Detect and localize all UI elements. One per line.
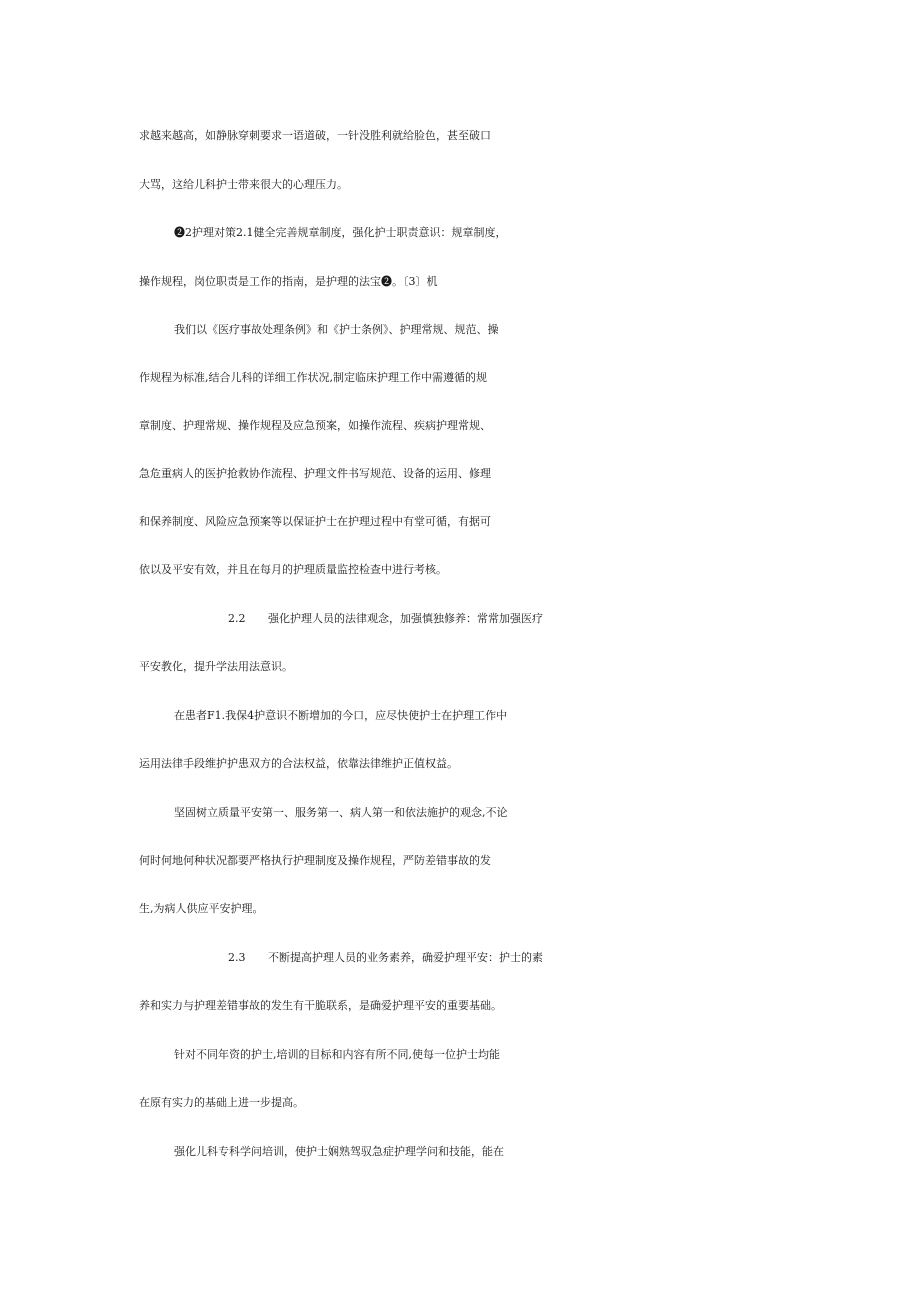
- section-number-2-3: 2.3: [228, 951, 246, 964]
- paragraph-3-line-1: 平安教化，提升学法用法意识。: [139, 660, 293, 673]
- paragraph-3-line-0: 强化护理人员的法律观念，加强慎独修养：常常加强医疗: [268, 612, 543, 625]
- paragraph-2-line-4: 和保养制度、风险应急预案等以保证护士在护理过程中有堂可循，有据可: [139, 515, 491, 528]
- section-number-2-2: 2.2: [228, 612, 246, 625]
- paragraph-5-line-1: 何时何地何种状况都要严格执行护理制度及操作规程，严防差错事故的发: [139, 854, 491, 867]
- paragraph-4-line-0: 在患者F1.我保4护意识不断增加的今口，应尽快使护士在护理工作中: [174, 709, 508, 722]
- paragraph-8-line-0: 强化儿科专科学问培训，使护士娴熟驾驭急症护理学问和技能，能在: [174, 1145, 504, 1158]
- paragraph-2-line-2: 章制度、护理常规、操作规程及应急预案，如操作流程、疾病护理常规、: [139, 419, 491, 432]
- section-2-3-heading-line: [0, 943, 920, 973]
- paragraph-4-line-1: 运用法律手段维护护患双方的合法权益，依靠法律维护正值权益。: [139, 757, 458, 770]
- paragraph-7-line-0: 针对不同年资的护士,培训的目标和内容有所不同,使每一位护士均能: [174, 1048, 500, 1061]
- paragraph-2-line-0: 我们以《医疗事故处理条例》和《护士条例》、护理常规、规范、操: [174, 323, 499, 336]
- paragraph-1-line-0: ❷2护理对策2.1健全完善规章制度，强化护士职责意识：规章制度，: [174, 226, 507, 239]
- paragraph-0-line-0: 求越来越高，如静脉穿刺要求一语道破，一针没胜利就给脸色，甚至破口: [139, 129, 491, 142]
- paragraph-5-line-2: 生,为病人供应平安护理。: [139, 902, 264, 915]
- paragraph-7-line-1: 在原有实力的基础上进一步提高。: [139, 1096, 304, 1109]
- paragraph-6-line-1: 养和实力与护理差错事故的发生有干脆联系，是确爱护理平安的重要基础。: [139, 999, 502, 1012]
- paragraph-6-line-0: 不断提高护理人员的业务素养，确爱护理平安：护士的素: [268, 951, 543, 964]
- paragraph-2-line-5: 依以及平安有效，并且在每月的护理质量监控检查中进行考核。: [139, 563, 447, 576]
- paragraph-2-line-3: 急危重病人的医护抢救协作流程、护理文件书写规范、设备的运用、修理: [139, 467, 491, 480]
- paragraph-5-line-0: 坚固树立质量平安第一、服务第一、病人第一和依法施护的观念,不论: [174, 806, 508, 819]
- paragraph-2-line-1: 作规程为标准,结合儿科的详细工作状况,制定临床护理工作中需遵循的规: [139, 371, 487, 384]
- paragraph-0-line-1: 大骂，这给儿科护士带来很大的心理压力。: [139, 178, 348, 191]
- section-2-2-heading-line: [0, 604, 920, 634]
- paragraph-1-line-1: 操作规程，岗位职责是工作的指南，是护理的法宝❷。〔3〕机: [139, 275, 438, 288]
